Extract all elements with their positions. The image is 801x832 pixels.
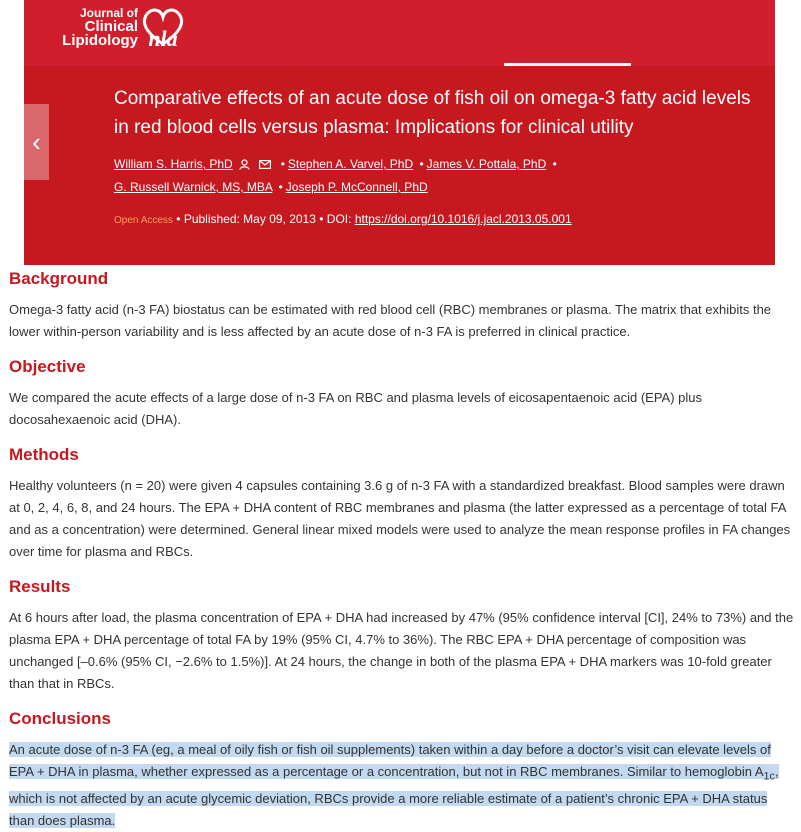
bullet-separator: •: [319, 212, 324, 226]
section-heading: Objective: [9, 357, 86, 376]
author-link[interactable]: William S. Harris, PhD: [114, 157, 233, 171]
article-header: [24, 0, 775, 265]
subscript: 1c: [763, 770, 775, 783]
methods-section: [9, 444, 795, 563]
conclusion-text-part: An acute dose of n-3 FA (eg, a meal of oily fish or fish oil supplements) taken within a day before a doctor’s visit can elevate levels of EPA + DHA in plasma, whether expressed as a percentage or a concentration, but not in RBC membranes. Similar to hemoglobin A: [9, 742, 771, 779]
journal-name-line3: Lipidology: [62, 32, 138, 49]
author-link[interactable]: Joseph P. McConnell, PhD: [285, 180, 428, 194]
email-icon[interactable]: [259, 160, 271, 169]
bullet-separator: •: [552, 157, 557, 171]
person-icon[interactable]: [239, 159, 250, 170]
bullet-separator: •: [176, 212, 181, 226]
bullet-separator: •: [419, 157, 424, 171]
nla-logo-text: nla: [148, 26, 178, 50]
nla-logo-icon[interactable]: [137, 4, 189, 50]
section-text: We compared the acute effects of a large dose of n-3 FA on RBC and plasma levels of eicosapentaenoic acid (EPA) plus docosahexaenoic acid (DHA).: [9, 390, 703, 427]
author-list: [114, 153, 674, 199]
section-text: Healthy volunteers (n = 20) were given 4 capsules containing 3.6 g of n-3 FA with a standardized breakfast. Blood samples were drawn at 0, 2, 4, 6, 8, and 24 hours. The EPA + DHA content of RBC membranes and plasma (the latter expressed as a percentage of total FA and as a concentration) were determined. General linear mixed models were used to analyze the mean response profiles in FA changes over time for plasma and RBCs.: [9, 478, 791, 559]
doi-label: DOI:: [326, 212, 352, 226]
section-text: Omega-3 fatty acid (n-3 FA) biostatus can be estimated with red blood cell (RBC) membranes or plasma. The matrix that exhibits the lower within-person variability and is less affected by an acute dose of n-3 FA is preferred in clinical practice.: [9, 302, 772, 339]
author-link[interactable]: Stephen A. Varvel, PhD: [287, 157, 414, 171]
author-link[interactable]: G. Russell Warnick, MS, MBA: [114, 180, 273, 194]
bullet-separator: •: [278, 180, 283, 194]
abstract: [9, 268, 795, 832]
conclusion-text-part: , which is not affected by an acute glycemic deviation, RBCs provide a more reliable estimate of a patient’s chronic EPA + DHA status than does plasma.: [9, 764, 779, 828]
journal-bar: [24, 0, 775, 66]
section-heading: Methods: [9, 445, 79, 464]
publication-meta: [114, 211, 572, 229]
section-heading: Background: [9, 269, 109, 288]
section-text: [9, 739, 795, 832]
journal-name-line2: Clinical: [84, 18, 138, 35]
author-link[interactable]: James V. Pottala, PhD: [426, 157, 547, 171]
section-text: At 6 hours after load, the plasma concentration of EPA + DHA had increased by 47% (95% confidence interval [CI], 24% to 73%) and the plasma EPA + DHA percentage of total FA by 19% (95% CI, 4.7% to 36%). The RBC EPA + DHA percentage of composition was unchanged [–0.6% (95% CI, −2.6% to 1.5%)]. At 24 hours, the change in both of the plasma EPA + DHA markers was 10-fold greater than that in RBCs.: [9, 610, 794, 691]
background-section: [9, 268, 795, 343]
conclusions-section: [9, 708, 795, 832]
chevron-left-icon: ‹: [32, 127, 41, 157]
journal-name-line1: Journal of: [79, 6, 138, 20]
published-date: Published: May 09, 2013: [183, 212, 316, 226]
section-heading: Results: [9, 577, 71, 596]
article-title: Comparative effects of an acute dose of fish oil on omega-3 fatty acid levels in red blood cells versus plasma: Implications for clinical utility: [114, 88, 751, 138]
doi-link[interactable]: https://doi.org/10.1016/j.jacl.2013.05.001: [354, 212, 572, 226]
section-heading: Conclusions: [9, 709, 112, 728]
results-section: [9, 576, 795, 695]
selected-text: [9, 742, 779, 828]
previous-article-button[interactable]: [24, 104, 49, 180]
bullet-separator: •: [280, 157, 285, 171]
journal-logo-text[interactable]: [62, 6, 138, 48]
objective-section: [9, 356, 795, 431]
open-access-badge: Open Access: [114, 215, 173, 226]
